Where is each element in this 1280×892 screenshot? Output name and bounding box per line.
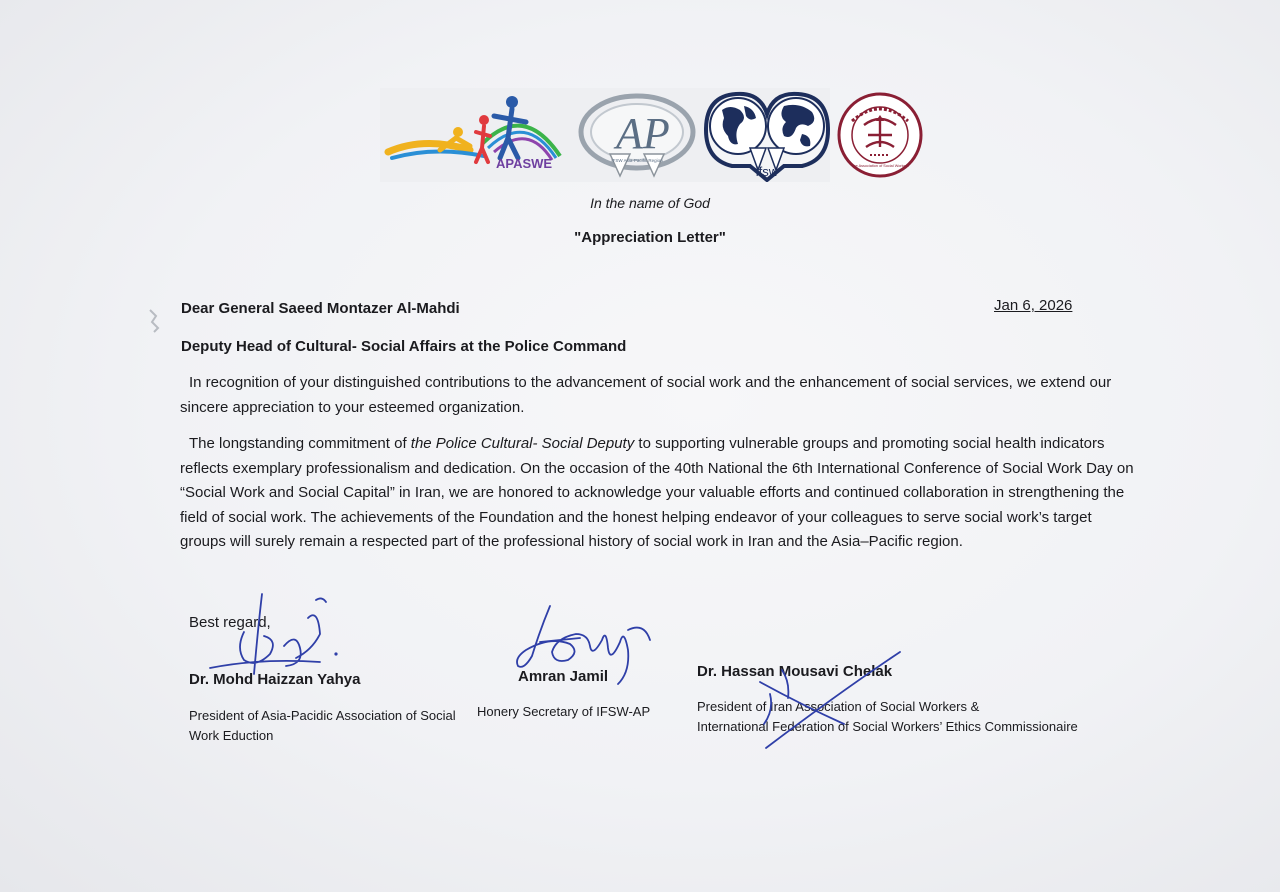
ifsw-logo xyxy=(700,88,834,182)
invocation: In the name of God xyxy=(590,195,710,211)
paragraph-2-emphasis: the Police Cultural- Social Deputy xyxy=(410,435,635,452)
signatory-2-name: Amran Jamil xyxy=(518,668,609,685)
signatory-3-title-line-1: President of Iran Association of Social Workers & xyxy=(697,699,980,714)
paragraph-2-rest: to supporting vulnerable groups and promoting social health indicators reflects exemplary professionalism and dedication. On the occasion of the 40th National the 6th International Conference of Social Work Day on “Social Work and Social Capital” in Iran, we are honored to acknowledge your valuable efforts and continued collaboration in strengthening the field of social work. The achievements of the Foundation and the honest helping endeavor of your colleagues to serve social work’s target groups will surely remain a respected part of the professional history of social work in Iran and the Asia–Pacific region. xyxy=(180,435,1134,550)
ap-logo-letters: AP xyxy=(616,109,670,158)
paragraph-2-lead: The longstanding commitment of xyxy=(189,435,411,452)
signature-2 xyxy=(510,600,660,690)
seal-caption: The Association of Social Workers xyxy=(851,164,909,168)
signatory-3-name: Dr. Hassan Mousavi Chelak xyxy=(697,663,893,680)
apaswe-figure-head-red xyxy=(479,115,489,125)
ifsw-ap-logo xyxy=(576,92,698,178)
signature-3 xyxy=(740,648,910,752)
apaswe-swoosh-blue xyxy=(392,151,484,158)
signatory-1-name: Dr. Mohd Haizzan Yahya xyxy=(189,671,361,688)
signatory-1-title: President of Asia-Pacidic Association of Social Work Eduction xyxy=(189,708,456,743)
letter-date: Jan 6, 2026 xyxy=(994,297,1073,314)
signature-1 xyxy=(200,588,350,688)
body-paragraph-1: In recognition of your distinguished contributions to the advancement of social work and the enhancement of social services, we extend our sincere appreciation to your esteemed organization. xyxy=(180,374,1112,416)
apaswe-logo xyxy=(384,92,568,172)
apaswe-figure-head-blue xyxy=(506,96,518,108)
signatory-2-title: Honery Secretary of IFSW-AP xyxy=(477,704,651,719)
body-paragraph-2 xyxy=(180,432,1140,555)
signatory-3-title-line-2: International Federation of Social Workers’ Ethics Commissionaire xyxy=(697,719,1078,734)
apaswe-figure-head-yellow xyxy=(453,127,463,137)
closing: Best regard, xyxy=(189,614,271,631)
ap-logo-caption: IFSW Asia-Pacific Region xyxy=(611,158,663,163)
paper-speck xyxy=(146,308,162,334)
apaswe-logo-text: APASWE xyxy=(496,156,553,171)
recipient-name: Dear General Saeed Montazer Al-Mahdi xyxy=(181,300,460,317)
letter-title: "Appreciation Letter" xyxy=(574,229,726,246)
ifsw-logo-text: ifsw xyxy=(755,164,779,179)
iran-association-seal xyxy=(836,91,924,179)
recipient-position: Deputy Head of Cultural- Social Affairs at the Police Command xyxy=(181,338,627,355)
